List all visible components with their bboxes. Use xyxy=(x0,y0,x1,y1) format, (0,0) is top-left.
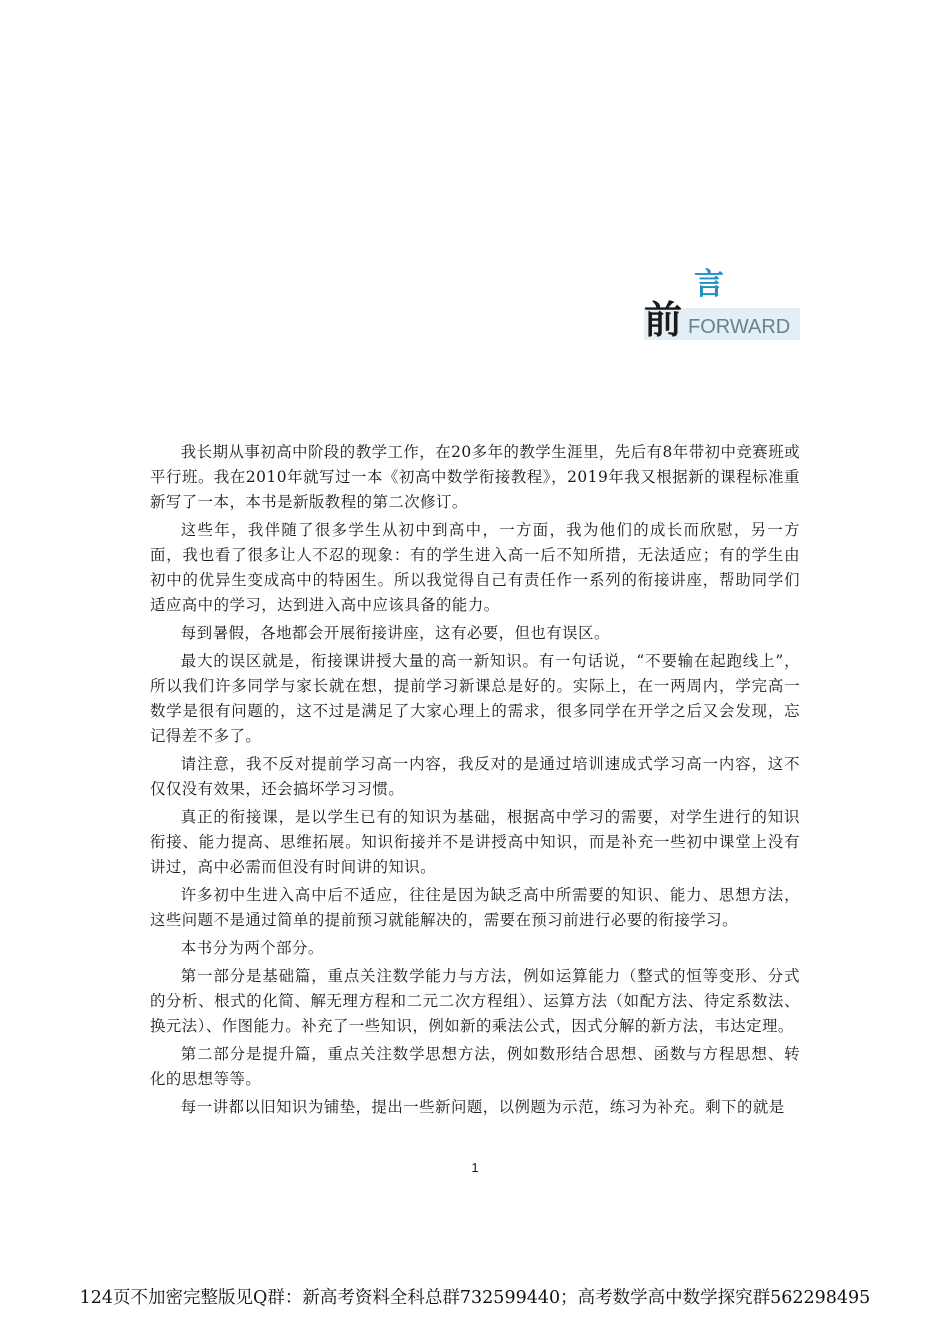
paragraph-5: 请注意，我不反对提前学习高一内容，我反对的是通过培训速成式学习高一内容，这不仅仅没有效果，还会搞坏学习习惯。 xyxy=(150,755,800,798)
preface-heading xyxy=(640,268,810,348)
paragraph-2: 这些年，我伴随了很多学生从初中到高中，一方面，我为他们的成长而欣慰，另一方面，我也看了很多让人不忍的现象：有的学生进入高一后不知所措，无法适应；有的学生由初中的优异生变成高中的特困生。所以我觉得自己有责任作一系列的衔接讲座，帮助同学们适应高中的学习，达到进入高中应该具备的能力。 xyxy=(150,521,800,614)
paragraph-7: 许多初中生进入高中后不适应，往往是因为缺乏高中所需要的知识、能力、思想方法，这些问题不是通过简单的提前预习就能解决的，需要在预习前进行必要的衔接学习。 xyxy=(150,886,800,929)
paragraph-8: 本书分为两个部分。 xyxy=(180,939,324,957)
paragraph-6: 真正的衔接课，是以学生已有的知识为基础，根据高中学习的需要，对学生进行的知识衔接、能力提高、思维拓展。知识衔接并不是讲授高中知识，而是补充一些初中课堂上没有讲过，高中必需而但没有时间讲的知识。 xyxy=(150,808,800,876)
footer-watermark-note: 124页不加密完整版见Q群：新高考资料全科总群732599440；高考数学高中数学探究群562298495 xyxy=(79,1288,871,1308)
paragraph-11: 每一讲都以旧知识为铺垫，提出一些新问题，以例题为示范，练习为补充。剩下的就是 xyxy=(180,1098,785,1116)
paragraph-9: 第一部分是基础篇，重点关注数学能力与方法，例如运算能力（整式的恒等变形、分式的分析、根式的化简、解无理方程和二元二次方程组）、运算方法（如配方法、待定系数法、换元法）、作图能力。补充了一些知识，例如新的乘法公式，因式分解的新方法，韦达定理。 xyxy=(150,967,800,1035)
heading-char-qian: 前 xyxy=(644,297,683,342)
heading-english-forward: FORWARD xyxy=(688,316,791,338)
paragraph-1: 我长期从事初高中阶段的教学工作，在20多年的教学生涯里，先后有8年带初中竞赛班或平行班。我在2010年就写过一本《初高中数学衔接教程》，2019年我又根据新的课程标准重新写了一本，本书是新版教程的第二次修订。 xyxy=(150,443,800,511)
paragraph-3: 每到暑假，各地都会开展衔接讲座，这有必要，但也有误区。 xyxy=(180,624,610,642)
paragraph-10: 第二部分是提升篇，重点关注数学思想方法，例如数形结合思想、函数与方程思想、转化的思想等等。 xyxy=(150,1045,800,1088)
page-number: 1 xyxy=(471,1160,479,1175)
paragraph-4: 最大的误区就是，衔接课讲授大量的高一新知识。有一句话说，“不要输在起跑线上”，所以我们许多同学与家长就在想，提前学习新课总是好的。实际上，在一两周内，学完高一数学是很有问题的，这不过是满足了大家心理上的需求，很多同学在开学之后又会发现，忘记得差不多了。 xyxy=(150,652,800,745)
heading-char-yan: 言 xyxy=(694,267,724,302)
preface-body xyxy=(150,440,800,1123)
